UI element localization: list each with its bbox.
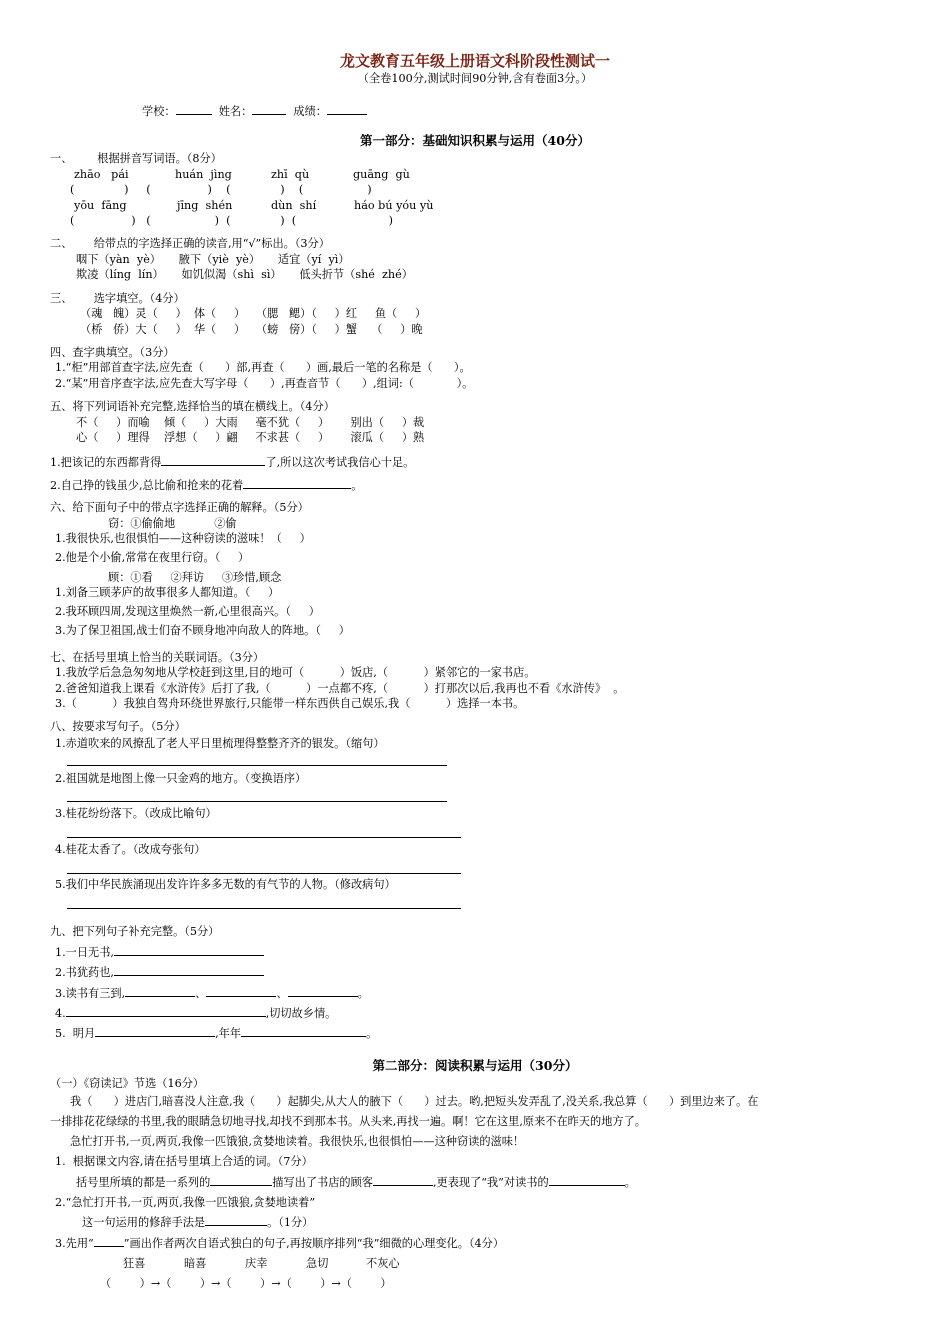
q8-item3: 3.桂花纷纷落下。（改成比喻句） <box>55 807 217 820</box>
score-blank[interactable] <box>327 104 367 115</box>
q3-heading: 三、 选字填空。（4分） <box>50 292 185 305</box>
q7-item3[interactable]: 3.（ ）我独自驾舟环绕世界旅行,只能带一样东西供自己娱乐,我（ ）选择一本书。 <box>55 697 525 710</box>
pinyin-7: dùn shí <box>271 199 317 212</box>
reading-blank4[interactable] <box>205 1215 267 1226</box>
score-label: 成绩： <box>293 105 327 118</box>
q2-row2[interactable]: 欺凌（líng lín） 如饥似渴（shì sì） 低头折节（shé zhé） <box>76 268 413 281</box>
q6-definition1: 窃：①偷偷地 ②偷 <box>108 517 237 530</box>
emotion-1: 狂喜 <box>123 1257 146 1270</box>
reading-paragraph2: 一排排花花绿绿的书里,我的眼睛急切地寻找,却找不到那本书。从头来,再找一遍。啊！它在这里,原来不在昨天的地方了。 <box>50 1115 646 1128</box>
q8-item5: 5.我们中华民族涌现出发许许多多无数的有气节的人物。（修改病句） <box>55 878 396 891</box>
q4-item2[interactable]: 2.“某”用音序查字法,应先查大写字母（ ）,再查音节（ ）,组词:（ ）。 <box>55 377 474 390</box>
answer-brackets-row1[interactable]: ( ) ( ) ( ) ( ) <box>70 183 372 196</box>
pinyin-4: guāng gù <box>353 168 410 181</box>
q5-row1[interactable]: 不（ ）而喻 倾（ ）大雨 毫不犹（ ） 别出（ ）裁 <box>76 416 425 429</box>
emotion-2: 暗喜 <box>184 1257 207 1270</box>
exam-title: 龙文教育五年级上册语文科阶段性测试一 <box>339 52 610 70</box>
reading-blank2[interactable] <box>373 1175 433 1186</box>
pinyin-3: zhī qù <box>271 168 310 181</box>
q6-item-a1[interactable]: 1.我很快乐,也很惧怕——这种窃读的滋味！（ ） <box>55 532 311 545</box>
q8-heading: 八、按要求写句子。（5分） <box>50 720 186 733</box>
q7-item2[interactable]: 2.爸爸知道我上课看《水浒传》后打了我,（ ）一点都不疼,（ ）打那次以后,我再也不看《水浒传》 。 <box>55 682 625 695</box>
pinyin-2: huán jìng <box>175 168 232 181</box>
q6-item-b2[interactable]: 2.我环顾四周,发现这里焕然一新,心里很高兴。（ ） <box>55 605 320 618</box>
emotion-3: 庆幸 <box>245 1257 268 1270</box>
q5-sentence2: 2.自己挣的钱虽少,总比偷和抢来的花着 。 <box>50 479 363 492</box>
name-label: 姓名： <box>218 105 253 118</box>
q9-blank2[interactable] <box>114 965 264 976</box>
q9-blank3a[interactable] <box>125 986 195 997</box>
pinyin-1: zhāo pái <box>74 168 129 181</box>
q2-row1[interactable]: 咽下（yàn yè） 腋下（yiè yè） 适宜（yí yì） <box>76 253 350 266</box>
pinyin-6: jīng shén <box>177 199 233 212</box>
q6-item-b3[interactable]: 3.为了保卫祖国,战士们奋不顾身地冲向敌人的阵地。（ ） <box>55 624 350 637</box>
q8-answer-line2[interactable] <box>67 801 447 802</box>
q9-blank5a[interactable] <box>95 1026 215 1037</box>
q9-item4: 4. ,切切故乡情。 <box>55 1007 337 1020</box>
reading-blank1[interactable] <box>210 1175 272 1186</box>
school-label: 学校： <box>142 105 176 118</box>
q3-row1[interactable]: （魂 魄）灵（ ） 体（ ） （腮 鳃）（ ）红 鱼（ ） <box>80 307 427 320</box>
q7-heading: 七、在括号里填上恰当的关联词语。（3分） <box>50 651 265 664</box>
q9-item2: 2.书犹药也, <box>55 965 264 980</box>
q9-item5: 5. 明月 ,年年 。 <box>55 1027 378 1040</box>
reading-q1: 1. 根据课文内容,请在括号里填上合适的词。（7分） <box>55 1155 313 1168</box>
q9-blank4[interactable] <box>66 1006 266 1017</box>
student-info-line <box>142 104 367 119</box>
reading-paragraph3: 急忙打开书,一页,两页,我像一匹饿狼,贪婪地读着。我很快乐,也很惧怕——这种窃读的滋味！ <box>70 1135 525 1148</box>
q5-blank2[interactable] <box>243 478 351 489</box>
q5-heading: 五、将下列词语补充完整,选择恰当的填在横线上。（4分） <box>50 400 335 413</box>
reading-q1-line: 括号里所填的都是一系列的 描写出了书店的顾客 ,更表现了“我”对读书的 。 <box>76 1176 636 1189</box>
part2-title: 第二部分：阅读积累与运用（30分） <box>372 1058 578 1073</box>
emotion-4: 急切 <box>306 1257 329 1270</box>
q2-heading: 二、 给带点的字选择正确的读音,用“√”标出。（3分） <box>50 237 330 250</box>
answer-brackets-row2[interactable]: ( ) ( ) ( ) ( ) <box>70 214 393 227</box>
q5-blank1[interactable] <box>161 455 265 466</box>
q6-item-a2[interactable]: 2.他是个小偷,常常在夜里行窃。（ ） <box>55 551 250 564</box>
q9-blank3b[interactable] <box>206 986 276 997</box>
q8-answer-line1[interactable] <box>67 765 447 766</box>
q8-answer-line3[interactable] <box>67 837 461 838</box>
q6-definition2: 顾：①看 ②拜访 ③珍惜,顾念 <box>108 571 282 584</box>
q9-blank5b[interactable] <box>241 1026 366 1037</box>
q4-item1[interactable]: 1.“柜”用部首查字法,应先查（ ）部,再查（ ）画,最后一笔的名称是（ ）。 <box>55 361 471 374</box>
q9-heading: 九、把下列句子补充完整。（5分） <box>50 925 220 938</box>
q9-item1: 1.一日无书, <box>55 945 264 960</box>
pinyin-8: háo bú yóu yù <box>354 199 434 212</box>
pinyin-5: yōu fāng <box>74 199 127 212</box>
q8-item2: 2.祖国就是地图上像一只金鸡的地方。（变换语序） <box>55 772 307 785</box>
emotion-order-row[interactable]: （ ）→（ ）→（ ）→（ ）→（ ） <box>100 1277 392 1290</box>
q8-answer-line4[interactable] <box>67 873 461 874</box>
part1-title: 第一部分：基础知识积累与运用（40分） <box>360 133 590 148</box>
q8-answer-line5[interactable] <box>67 908 461 909</box>
q9-item3: 3.读书有三到, 、 、 。 <box>55 987 369 1000</box>
exam-subtitle: （全卷100分,测试时间90分钟,含有卷面3分。） <box>357 72 593 85</box>
name-blank[interactable] <box>252 104 286 115</box>
q5-row2[interactable]: 心（ ）理得 浮想（ ）翩 不求甚（ ） 滚瓜（ ）熟 <box>76 431 425 444</box>
q8-item1: 1.赤道吹来的风撩乱了老人平日里梳理得整整齐齐的银发。（缩句） <box>55 737 385 750</box>
q3-row2[interactable]: （桥 侨）大（ ） 华（ ） （螃 傍）（ ）蟹 （ ）晚 <box>80 323 423 336</box>
emotion-5: 不灰心 <box>366 1257 400 1270</box>
q9-blank1[interactable] <box>114 945 264 956</box>
q6-item-b1[interactable]: 1.刘备三顾茅庐的故事很多人都知道。（ ） <box>55 586 280 599</box>
reading-q2: 2.“急忙打开书,一页,两页,我像一匹饿狼,贪婪地读着” <box>55 1196 316 1209</box>
school-blank[interactable] <box>176 104 212 115</box>
q8-item4: 4.桂花太香了。（改成夸张句） <box>55 843 206 856</box>
q4-heading: 四、查字典填空。（3分） <box>50 346 175 359</box>
reading-blank5[interactable] <box>94 1236 124 1247</box>
reading-q2-line: 这一句运用的修辞手法是 。（1分） <box>82 1216 314 1229</box>
reading-paragraph1[interactable]: 我（ ）进店门,暗喜没人注意,我（ ）起脚尖,从大人的腋下（ ）过去。哟,把短头发弄乱了,没关系,我总算（ ）到里边来了。在 <box>70 1095 759 1108</box>
reading-blank3[interactable] <box>549 1175 625 1186</box>
q7-item1[interactable]: 1.我放学后急急匆匆地从学校赶到这里,目的地可（ ）饭店,（ ）紧邻它的一家书店。 <box>55 666 536 679</box>
reading-heading: （一）《窃读记》节选（16分） <box>50 1077 205 1090</box>
q1-heading: 一、 根据拼音写词语。（8分） <box>50 152 222 165</box>
q9-blank3c[interactable] <box>288 986 358 997</box>
q5-sentence1: 1.把该记的东西都背得 了,所以这次考试我信心十足。 <box>50 456 415 469</box>
reading-q3: 3.先用“ ”画出作者两次自语式独白的句子,再按顺序排列“我”细微的心理变化。（4分） <box>55 1237 505 1250</box>
q6-heading: 六、给下面句子中的带点字选择正确的解释。（5分） <box>50 501 309 514</box>
